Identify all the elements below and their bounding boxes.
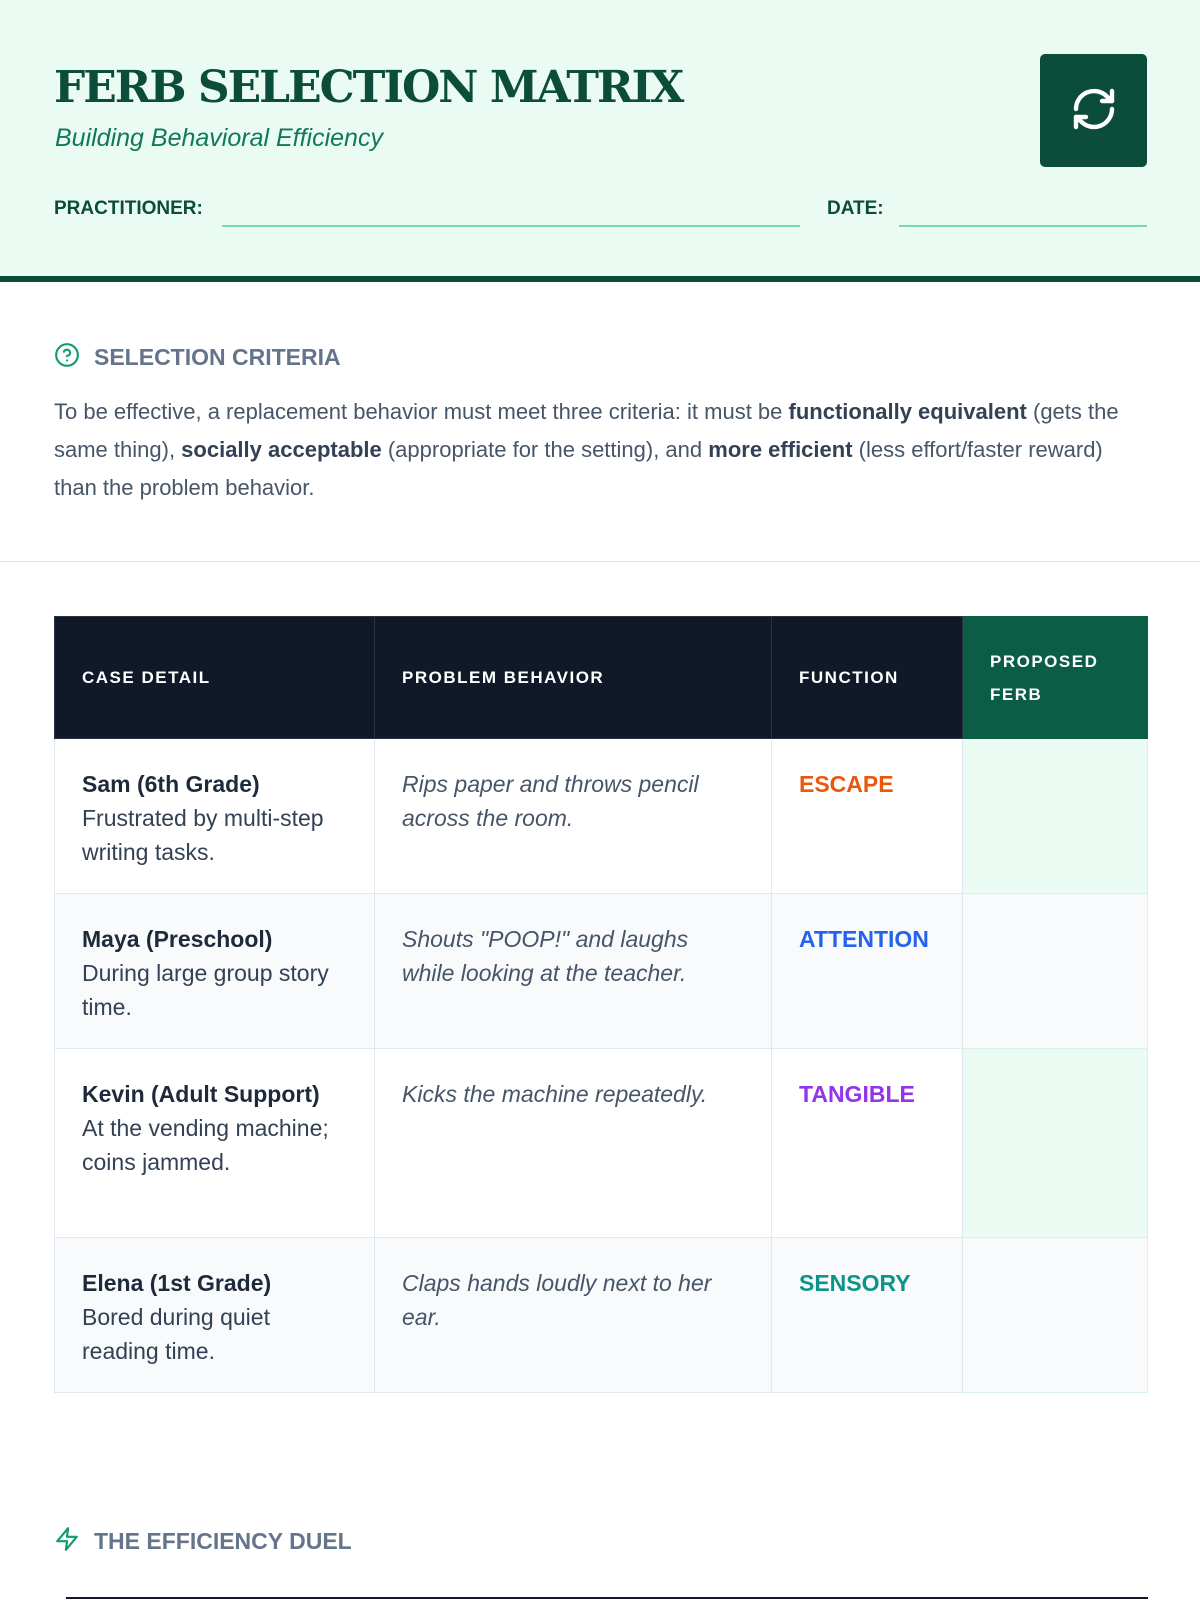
function-cell (772, 1238, 963, 1393)
question-circle-icon (54, 342, 80, 373)
behavior-cell (375, 894, 772, 1049)
lightning-icon (54, 1526, 80, 1557)
behavior-cell (375, 739, 772, 894)
behavior-cell (375, 1049, 772, 1238)
table-row (55, 739, 1148, 894)
duel-heading (54, 1526, 352, 1557)
case-name: Elena (1st Grade) (82, 1270, 272, 1296)
refresh-icon (1070, 85, 1118, 136)
function-badge: TANGIBLE (799, 1081, 915, 1107)
proposed-ferb-input[interactable] (963, 894, 1148, 1049)
case-name: Kevin (Adult Support) (82, 1081, 320, 1107)
case-description: Bored during quiet reading time. (82, 1304, 270, 1364)
page-title: FERB SELECTION MATRIX (54, 62, 683, 113)
column-header-function: FUNCTION (772, 617, 963, 739)
section-divider (0, 561, 1200, 562)
case-cell (55, 1238, 375, 1393)
case-name: Maya (Preschool) (82, 926, 273, 952)
function-badge: ATTENTION (799, 926, 929, 952)
proposed-ferb-input[interactable] (963, 1049, 1148, 1238)
case-description: Frustrated by multi-step writing tasks. (82, 805, 324, 865)
function-badge: ESCAPE (799, 771, 894, 797)
duel-heading-text: THE EFFICIENCY DUEL (94, 1528, 352, 1554)
case-name: Sam (6th Grade) (82, 771, 260, 797)
criteria-heading (54, 342, 341, 373)
proposed-ferb-input[interactable] (963, 739, 1148, 894)
table-header-row (55, 617, 1148, 739)
case-cell (55, 1049, 375, 1238)
practitioner-field[interactable] (222, 225, 800, 227)
case-description: During large group story time. (82, 960, 329, 1020)
date-field[interactable] (899, 225, 1147, 227)
proposed-ferb-input[interactable] (963, 1238, 1148, 1393)
behavior-cell (375, 1238, 772, 1393)
function-badge: SENSORY (799, 1270, 911, 1296)
duel-section-border (66, 1597, 1148, 1599)
column-header-behavior: PROBLEM BEHAVIOR (375, 617, 772, 739)
case-cell (55, 739, 375, 894)
case-cell (55, 894, 375, 1049)
criteria-heading-text: SELECTION CRITERIA (94, 344, 341, 370)
case-description: At the vending machine; coins jammed. (82, 1115, 329, 1175)
page-subtitle: Building Behavioral Efficiency (55, 124, 383, 152)
function-cell (772, 1049, 963, 1238)
problem-behavior: Shouts "POOP!" and laughs while looking at the teacher. (402, 926, 689, 986)
column-header-case: CASE DETAIL (55, 617, 375, 739)
table-row (55, 894, 1148, 1049)
problem-behavior: Claps hands loudly next to her ear. (402, 1270, 712, 1330)
function-cell (772, 739, 963, 894)
refresh-button[interactable] (1040, 54, 1147, 167)
table-row (55, 1049, 1148, 1238)
problem-behavior: Kicks the machine repeatedly. (402, 1081, 708, 1107)
function-cell (772, 894, 963, 1049)
criteria-text: To be effective, a replacement behavior must meet three criteria: it must be functionally equivalent (gets the same thing), socially acceptable (appropriate for the setting), and more efficient (less effort/faster reward) than the problem behavior. (54, 399, 1119, 500)
practitioner-label: PRACTITIONER: (54, 198, 203, 219)
table-row (55, 1238, 1148, 1393)
ferb-matrix-table (54, 616, 1148, 1393)
date-label: DATE: (827, 198, 884, 219)
page-header (0, 0, 1200, 282)
problem-behavior: Rips paper and throws pencil across the room. (402, 771, 699, 831)
column-header-ferb: PROPOSED FERB (963, 617, 1148, 739)
